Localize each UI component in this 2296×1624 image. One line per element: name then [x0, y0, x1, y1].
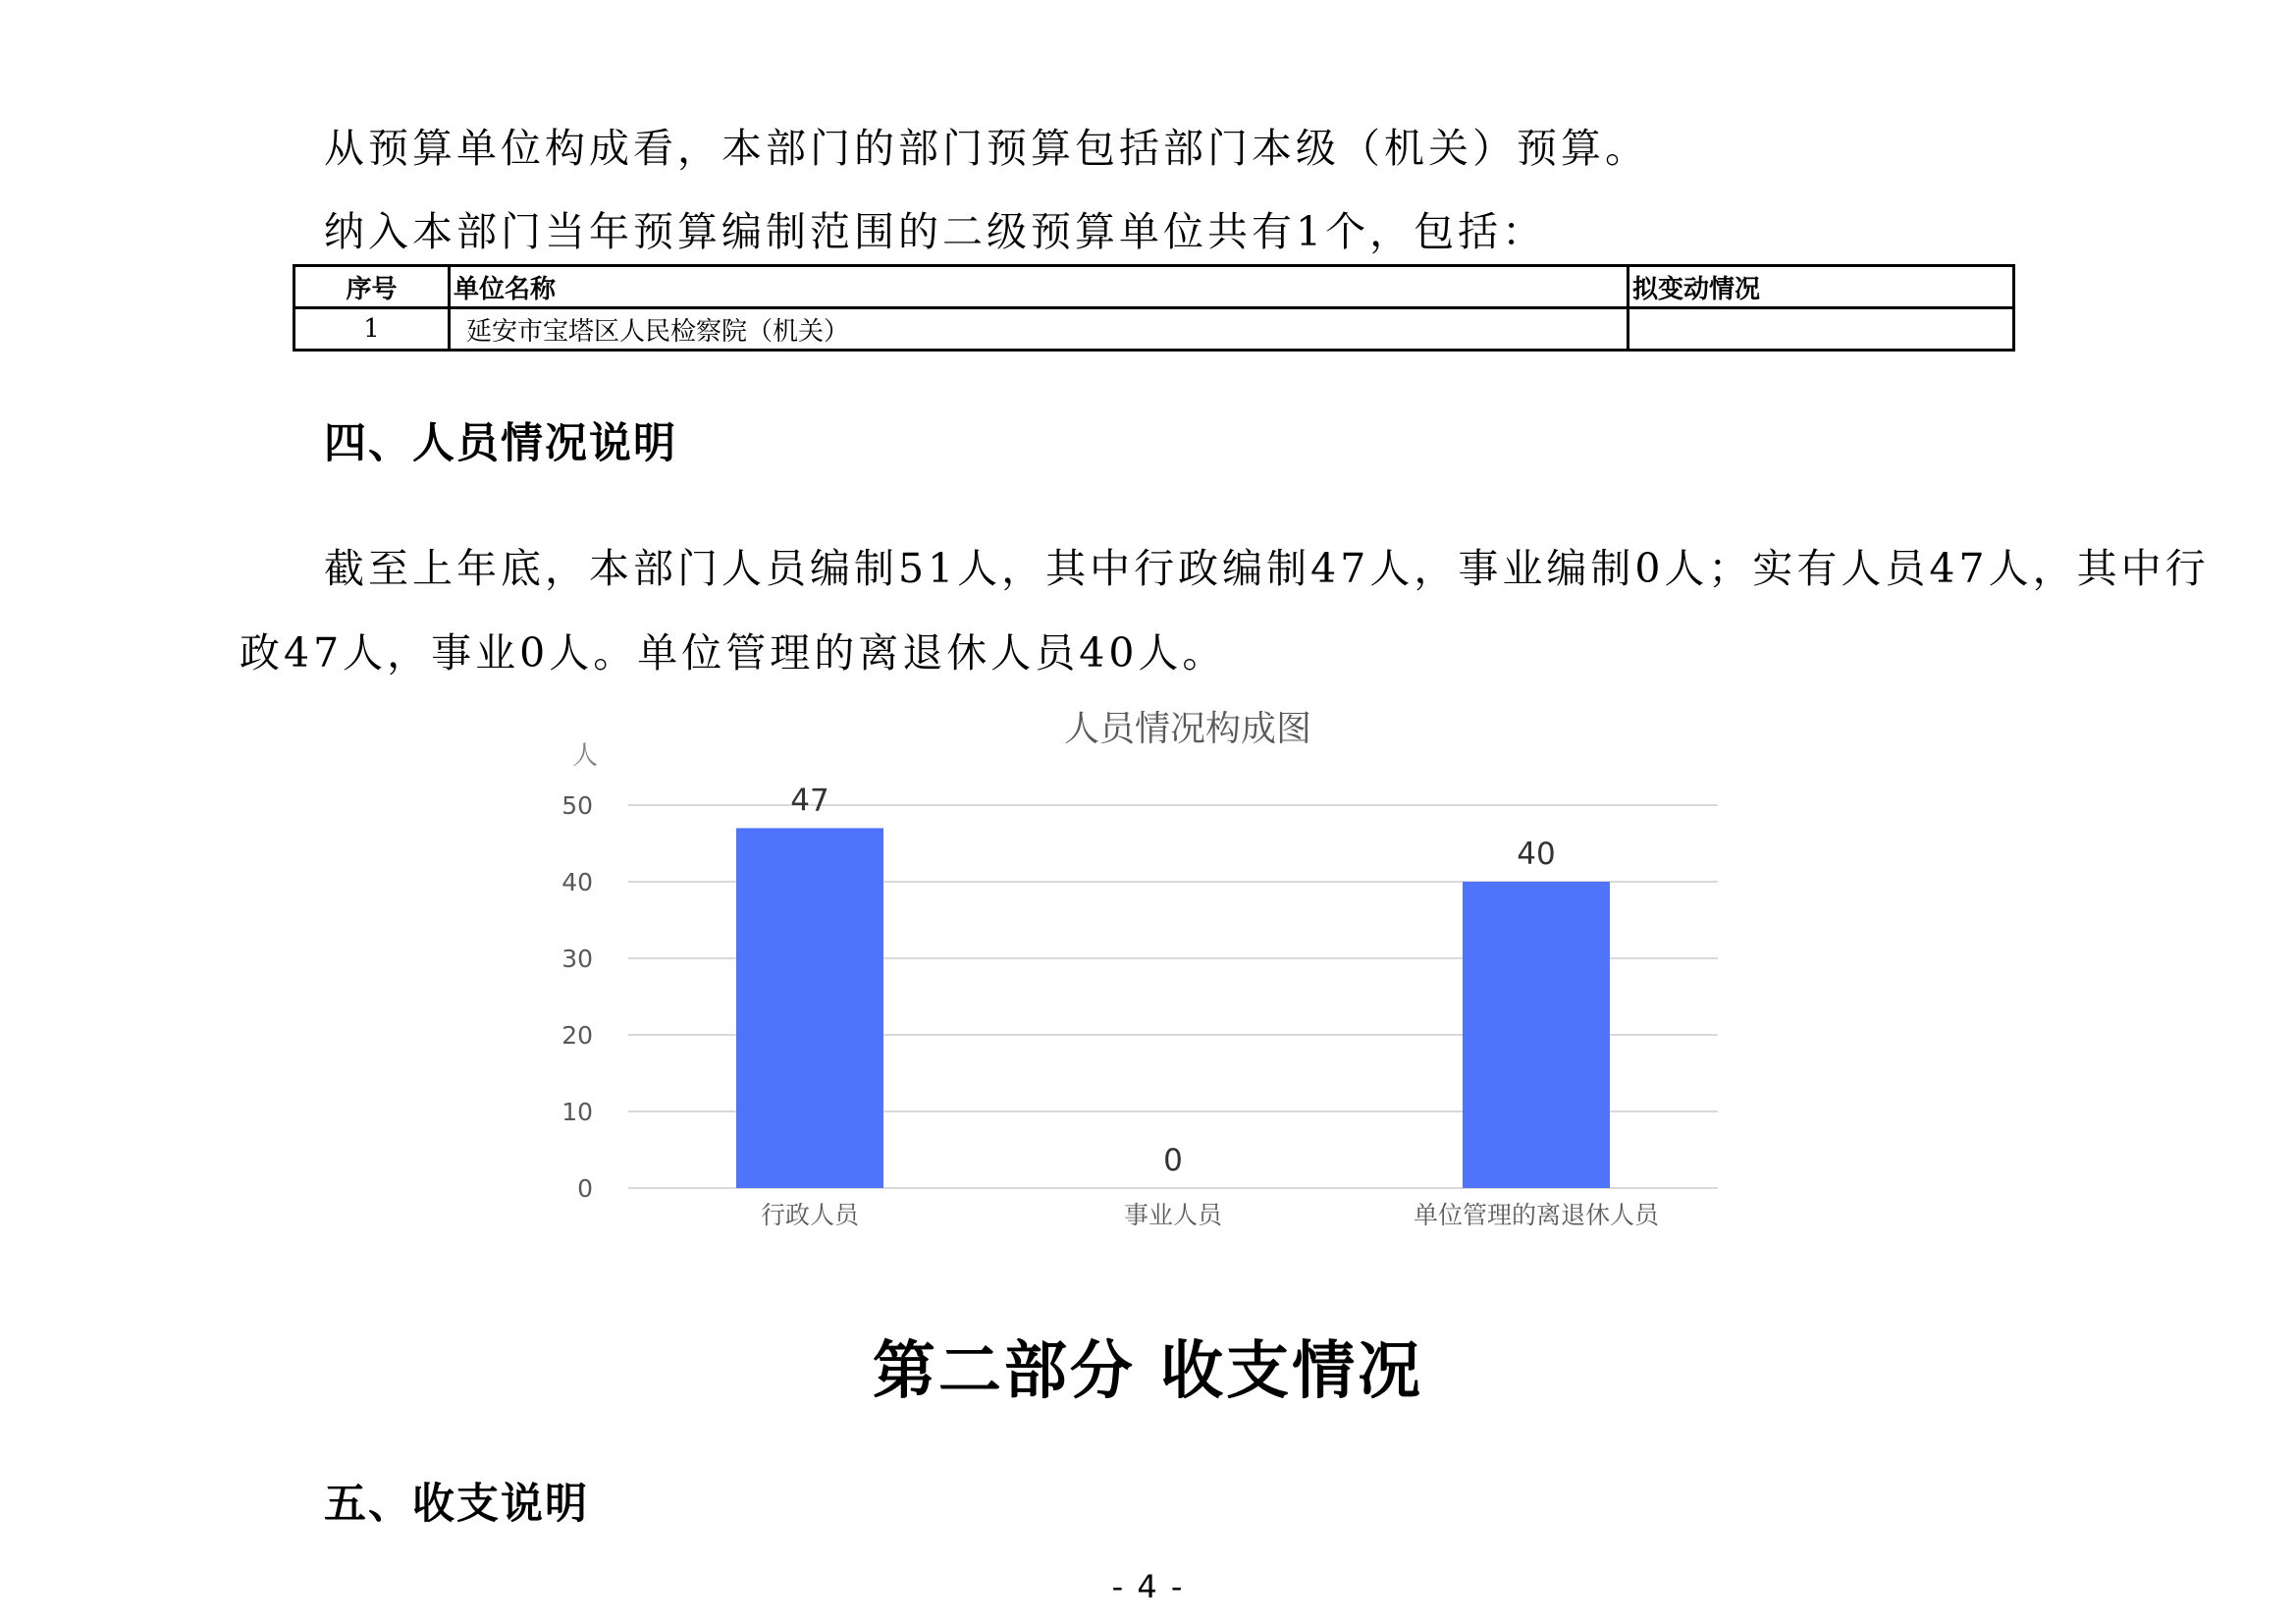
- x-tick-label: 行政人员: [760, 1201, 860, 1229]
- personnel-chart: [550, 697, 1728, 1257]
- y-tick-label: 50: [561, 791, 593, 820]
- table-header-cell: 单位名称: [450, 266, 1629, 308]
- budget-units-table: [293, 264, 2015, 352]
- paragraph-staffing-line1: 截至上年底，本部门人员编制51人，其中行政编制47人，事业编制0人；实有人员47人，其中行: [324, 545, 2210, 592]
- personnel-bar-chart: [550, 697, 1728, 1257]
- bar: [1463, 882, 1610, 1188]
- y-tick-label: 0: [577, 1174, 593, 1203]
- table-header-row: [294, 266, 2014, 308]
- table-row: [294, 308, 2014, 351]
- paragraph-secondary-units: 纳入本部门当年预算编制范围的二级预算单位共有1个，包括：: [324, 208, 1547, 255]
- y-tick-label: 10: [561, 1098, 593, 1126]
- x-tick-label: 事业人员: [1123, 1201, 1223, 1229]
- table-cell: 1: [294, 308, 450, 351]
- table-header-cell: 序号: [294, 266, 450, 308]
- table-cell: [1629, 308, 2014, 351]
- section-heading-income-expense: 五、收支说明: [324, 1480, 589, 1529]
- paragraph-budget-composition: 从预算单位构成看，本部门的部门预算包括部门本级（机关）预算。: [324, 125, 1649, 172]
- data-label: 0: [1163, 1143, 1183, 1178]
- y-tick-label: 30: [561, 945, 593, 973]
- paragraph-staffing-line2: 政47人，事业0人。单位管理的离退休人员40人。: [240, 629, 1227, 677]
- part-title: 第二部分 收支情况: [872, 1335, 1424, 1408]
- chart-title: 人员情况构成图: [1063, 709, 1312, 749]
- x-tick-label: 单位管理的离退休人员: [1413, 1201, 1660, 1229]
- y-axis-label: 人: [571, 741, 599, 771]
- table-header-cell: 拟变动情况: [1629, 266, 2014, 308]
- page-number: - 4 -: [1111, 1568, 1185, 1605]
- y-tick-label: 40: [561, 868, 593, 896]
- section-heading-personnel: 四、人员情况说明: [324, 419, 677, 468]
- bar: [736, 828, 883, 1188]
- table-cell: 延安市宝塔区人民检察院（机关）: [450, 308, 1629, 351]
- data-label: 40: [1517, 837, 1556, 872]
- data-label: 47: [790, 783, 829, 819]
- y-tick-label: 20: [561, 1021, 593, 1050]
